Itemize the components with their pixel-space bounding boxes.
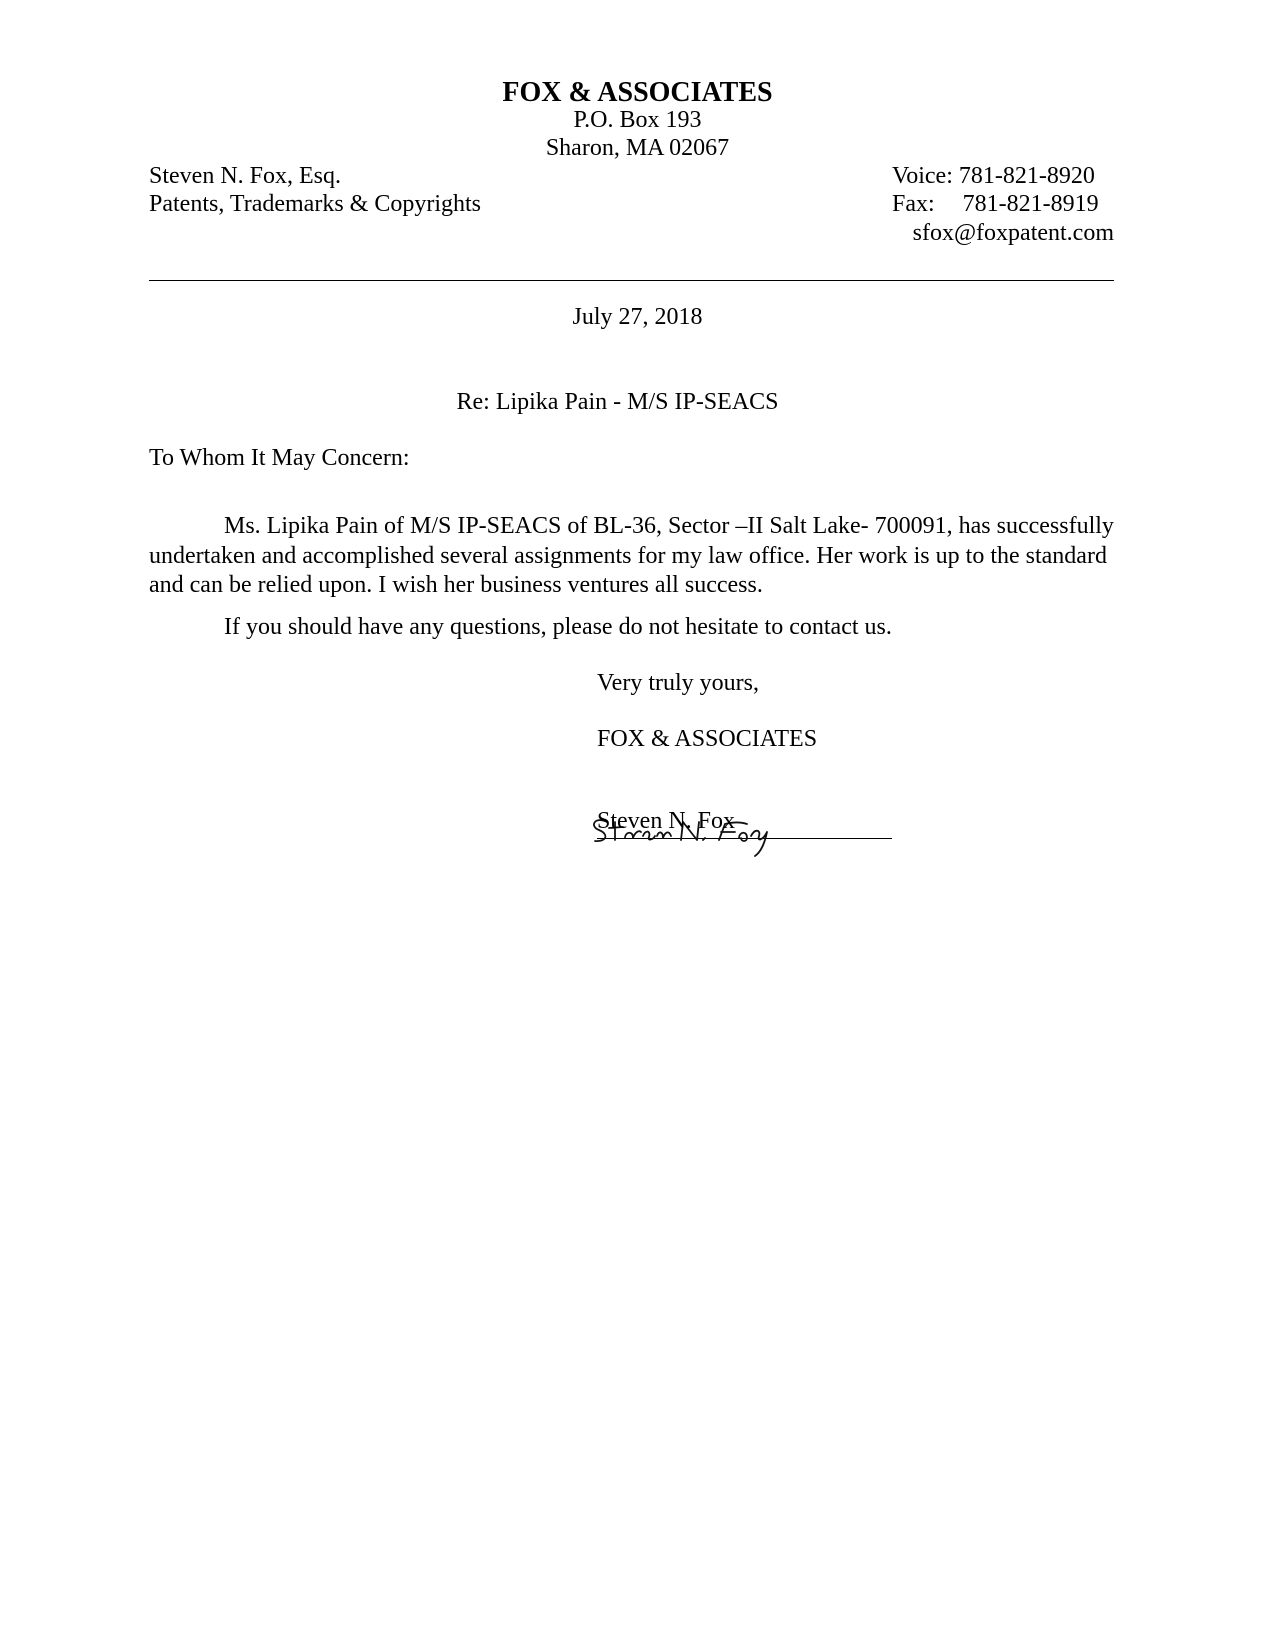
closing-firm-name: FOX & ASSOCIATES [597, 726, 818, 752]
valediction: Very truly yours, [597, 670, 759, 696]
body-paragraph-1: Ms. Lipika Pain of M/S IP-SEACS of BL-36, Sector –II Salt Lake- 700091, has successfully undertaken and accomplished several assignments for my law office. Her work is up to the standard and can be relied upon. I wish her business ventures all success. [149, 513, 1114, 598]
fax-number: 781-821-8919 [962, 191, 1099, 217]
practice-areas: Patents, Trademarks & Copyrights [149, 191, 482, 217]
address-line-1: P.O. Box 193 [573, 107, 702, 133]
email-address: sfox@foxpatent.com [912, 220, 1114, 246]
address-line-2: Sharon, MA 02067 [545, 135, 730, 161]
fax-label: Fax: [892, 191, 935, 217]
header-divider [149, 280, 1114, 281]
fax-line [892, 190, 1099, 218]
body-paragraph-2: If you should have any questions, please do not hesitate to contact us. [224, 614, 892, 640]
signer-name: Steven N. Fox [597, 808, 735, 834]
subject-line: Re: Lipika Pain - M/S IP-SEACS [456, 389, 779, 415]
firm-name: FOX & ASSOCIATES [502, 77, 773, 108]
voice-number: Voice: 781-821-8920 [892, 163, 1095, 189]
salutation: To Whom It May Concern: [149, 445, 410, 471]
letter-date: July 27, 2018 [572, 304, 703, 330]
attorney-name: Steven N. Fox, Esq. [149, 163, 341, 189]
